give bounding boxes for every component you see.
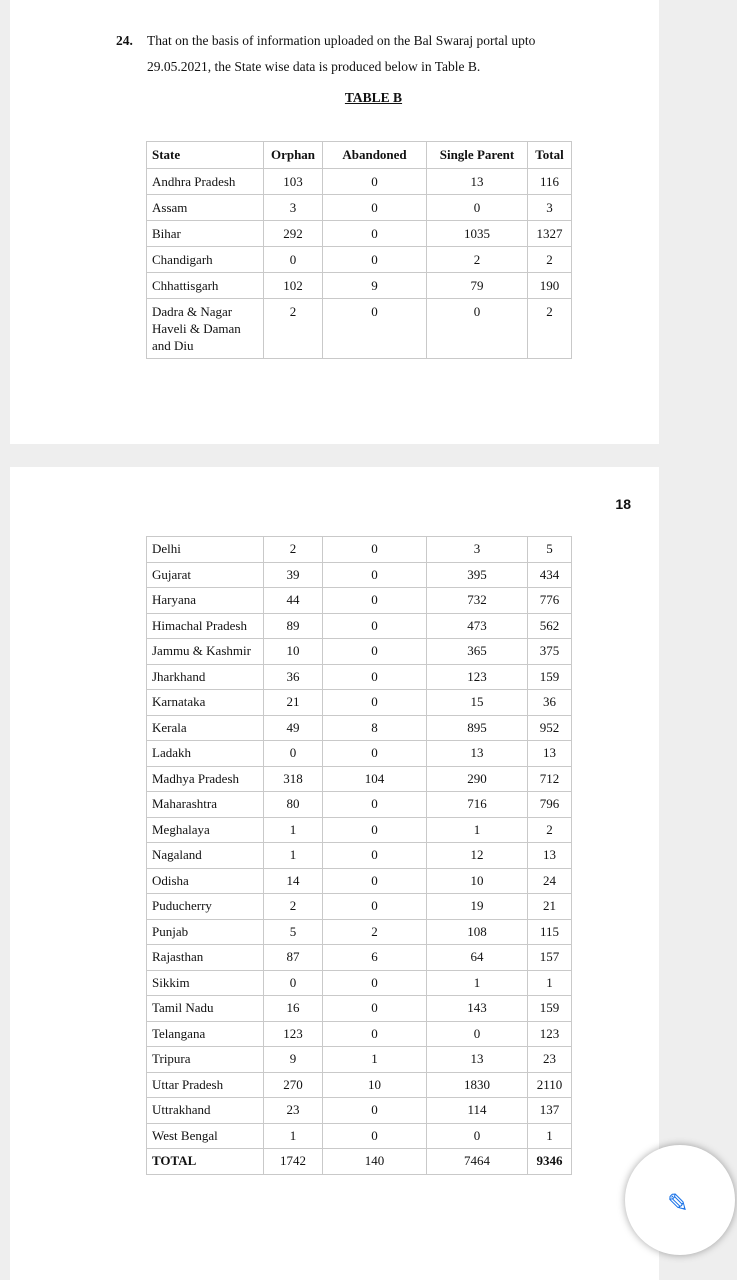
cell-total: 115 [528,919,572,945]
cell-abandoned: 0 [323,894,427,920]
cell-orphan: 39 [264,562,323,588]
paragraph-24 [116,28,636,80]
cell-state: Andhra Pradesh [147,169,264,195]
cell-state: Uttar Pradesh [147,1072,264,1098]
cell-state: Karnataka [147,690,264,716]
table-row [147,664,572,690]
cell-total: 157 [528,945,572,971]
cell-abandoned: 0 [323,868,427,894]
table-row [147,1123,572,1149]
cell-abandoned: 0 [323,996,427,1022]
cell-single-parent: 1 [427,970,528,996]
cell-abandoned: 0 [323,970,427,996]
cell-state: Tamil Nadu [147,996,264,1022]
cell-single-parent: 290 [427,766,528,792]
table-row [147,868,572,894]
cell-abandoned: 0 [323,613,427,639]
cell-orphan: 16 [264,996,323,1022]
header-single-parent: Single Parent [427,142,528,169]
cell-state: Uttrakhand [147,1098,264,1124]
table-header-row [147,142,572,169]
cell-abandoned: 2 [323,919,427,945]
cell-orphan: 87 [264,945,323,971]
table-row [147,299,572,359]
cell-single-parent: 123 [427,664,528,690]
cell-orphan: 318 [264,766,323,792]
cell-total: 23 [528,1047,572,1073]
cell-state: Odisha [147,868,264,894]
cell-total: 116 [528,169,572,195]
table-row [147,169,572,195]
cell-abandoned: 0 [323,1021,427,1047]
header-orphan: Orphan [264,142,323,169]
cell-single-parent: 395 [427,562,528,588]
table-row [147,766,572,792]
cell-single-parent: 13 [427,741,528,767]
cell-total: 952 [528,715,572,741]
cell-orphan: 123 [264,1021,323,1047]
cell-abandoned: 0 [323,588,427,614]
cell-state: Dadra & Nagar Haveli & Daman and Diu [147,299,264,359]
table-total-row [147,1149,572,1175]
cell-single-parent: 12 [427,843,528,869]
cell-state: Sikkim [147,970,264,996]
cell-single-parent: 0 [427,195,528,221]
cell-total: 1 [528,970,572,996]
cell-total: 123 [528,1021,572,1047]
cell-single-parent: 108 [427,919,528,945]
paragraph-line-2: 29.05.2021, the State wise data is produced below in Table B. [147,59,481,74]
cell-state: Meghalaya [147,817,264,843]
cell-orphan: 10 [264,639,323,665]
cell-single-parent: 1 [427,817,528,843]
cell-orphan: 1 [264,1123,323,1149]
cell-abandoned: 9 [323,273,427,299]
cell-single-parent: 473 [427,613,528,639]
cell-single-parent: 1830 [427,1072,528,1098]
cell-total: 1 [528,1123,572,1149]
table-row [147,715,572,741]
table-row [147,247,572,273]
paragraph-line-1: That on the basis of information uploaded on the Bal Swaraj portal upto [147,33,536,48]
cell-state: Chhattisgarh [147,273,264,299]
page-number: 18 [615,496,631,512]
cell-orphan: 270 [264,1072,323,1098]
cell-single-parent: 716 [427,792,528,818]
cell-abandoned: 10 [323,1072,427,1098]
cell-abandoned: 0 [323,299,427,359]
cell-orphan: 21 [264,690,323,716]
state-data-table-part-1 [146,141,572,359]
header-state: State [147,142,264,169]
cell-state: Ladakh [147,741,264,767]
cell-orphan: 2 [264,299,323,359]
document-page-1 [10,0,659,444]
state-data-table-part-2 [146,536,572,1175]
cell-total: 137 [528,1098,572,1124]
cell-total: 3 [528,195,572,221]
cell-orphan: 0 [264,970,323,996]
cell-orphan: 1 [264,843,323,869]
cell-abandoned: 140 [323,1149,427,1175]
cell-state: Maharashtra [147,792,264,818]
cell-single-parent: 732 [427,588,528,614]
cell-state: Gujarat [147,562,264,588]
table-row [147,613,572,639]
cell-single-parent: 64 [427,945,528,971]
edit-pencil-icon: ✎ [667,1189,689,1219]
cell-orphan: 5 [264,919,323,945]
table-row [147,195,572,221]
cell-orphan: 89 [264,613,323,639]
cell-abandoned: 0 [323,169,427,195]
cell-state: Chandigarh [147,247,264,273]
table-row [147,562,572,588]
cell-single-parent: 0 [427,1021,528,1047]
cell-orphan: 0 [264,741,323,767]
cell-abandoned: 0 [323,843,427,869]
cell-single-parent: 15 [427,690,528,716]
cell-total: 2110 [528,1072,572,1098]
cell-abandoned: 0 [323,195,427,221]
cell-single-parent: 13 [427,1047,528,1073]
cell-abandoned: 0 [323,792,427,818]
table-row [147,894,572,920]
cell-orphan: 1 [264,817,323,843]
cell-total: 562 [528,613,572,639]
cell-total: 24 [528,868,572,894]
cell-single-parent: 7464 [427,1149,528,1175]
table-row [147,537,572,563]
cell-state: West Bengal [147,1123,264,1149]
cell-orphan: 49 [264,715,323,741]
cell-single-parent: 895 [427,715,528,741]
cell-single-parent: 13 [427,169,528,195]
table-row [147,741,572,767]
cell-orphan: 103 [264,169,323,195]
cell-single-parent: 3 [427,537,528,563]
table-row [147,945,572,971]
table-row [147,919,572,945]
cell-state: Kerala [147,715,264,741]
table-row [147,1021,572,1047]
cell-total: 13 [528,843,572,869]
cell-abandoned: 0 [323,221,427,247]
cell-total: 2 [528,817,572,843]
table-row [147,1047,572,1073]
table-row [147,1072,572,1098]
cell-state: Jammu & Kashmir [147,639,264,665]
cell-single-parent: 114 [427,1098,528,1124]
cell-state: TOTAL [147,1149,264,1175]
cell-abandoned: 0 [323,639,427,665]
cell-single-parent: 365 [427,639,528,665]
cell-abandoned: 104 [323,766,427,792]
cell-abandoned: 1 [323,1047,427,1073]
cell-orphan: 44 [264,588,323,614]
table-row [147,817,572,843]
cell-abandoned: 0 [323,741,427,767]
cell-total: 9346 [528,1149,572,1175]
cell-total: 159 [528,996,572,1022]
table-row [147,221,572,247]
cell-state: Delhi [147,537,264,563]
cell-abandoned: 0 [323,1098,427,1124]
cell-total: 13 [528,741,572,767]
cell-abandoned: 0 [323,247,427,273]
table-row [147,792,572,818]
cell-state: Haryana [147,588,264,614]
cell-orphan: 36 [264,664,323,690]
cell-state: Assam [147,195,264,221]
table-title: TABLE B [344,90,403,105]
edit-fab-button[interactable] [625,1145,735,1255]
cell-state: Punjab [147,919,264,945]
cell-state: Tripura [147,1047,264,1073]
document-page-2 [10,467,659,1280]
cell-total: 190 [528,273,572,299]
cell-single-parent: 1035 [427,221,528,247]
cell-orphan: 23 [264,1098,323,1124]
cell-single-parent: 19 [427,894,528,920]
table-row [147,588,572,614]
cell-total: 1327 [528,221,572,247]
paragraph-number: 24. [116,33,133,48]
cell-total: 796 [528,792,572,818]
cell-total: 5 [528,537,572,563]
cell-orphan: 1742 [264,1149,323,1175]
cell-orphan: 2 [264,537,323,563]
cell-state: Bihar [147,221,264,247]
table-row [147,996,572,1022]
cell-state: Rajasthan [147,945,264,971]
cell-total: 712 [528,766,572,792]
cell-total: 375 [528,639,572,665]
cell-orphan: 80 [264,792,323,818]
cell-orphan: 292 [264,221,323,247]
cell-orphan: 0 [264,247,323,273]
cell-abandoned: 0 [323,1123,427,1149]
cell-orphan: 14 [264,868,323,894]
cell-single-parent: 0 [427,299,528,359]
cell-orphan: 2 [264,894,323,920]
table-row [147,1098,572,1124]
table-row [147,843,572,869]
cell-state: Jharkhand [147,664,264,690]
cell-total: 2 [528,299,572,359]
cell-total: 2 [528,247,572,273]
cell-total: 21 [528,894,572,920]
cell-abandoned: 0 [323,537,427,563]
cell-total: 434 [528,562,572,588]
cell-state: Madhya Pradesh [147,766,264,792]
cell-single-parent: 10 [427,868,528,894]
cell-single-parent: 143 [427,996,528,1022]
cell-total: 159 [528,664,572,690]
header-total: Total [528,142,572,169]
table-row [147,273,572,299]
cell-abandoned: 0 [323,817,427,843]
cell-abandoned: 0 [323,562,427,588]
cell-orphan: 102 [264,273,323,299]
cell-abandoned: 6 [323,945,427,971]
cell-single-parent: 79 [427,273,528,299]
cell-abandoned: 0 [323,690,427,716]
cell-total: 776 [528,588,572,614]
cell-total: 36 [528,690,572,716]
cell-abandoned: 8 [323,715,427,741]
table-row [147,639,572,665]
table-row [147,690,572,716]
cell-orphan: 3 [264,195,323,221]
cell-state: Puducherry [147,894,264,920]
cell-abandoned: 0 [323,664,427,690]
table-row [147,970,572,996]
cell-state: Telangana [147,1021,264,1047]
cell-single-parent: 0 [427,1123,528,1149]
cell-state: Himachal Pradesh [147,613,264,639]
cell-state: Nagaland [147,843,264,869]
cell-single-parent: 2 [427,247,528,273]
header-abandoned: Abandoned [323,142,427,169]
cell-orphan: 9 [264,1047,323,1073]
